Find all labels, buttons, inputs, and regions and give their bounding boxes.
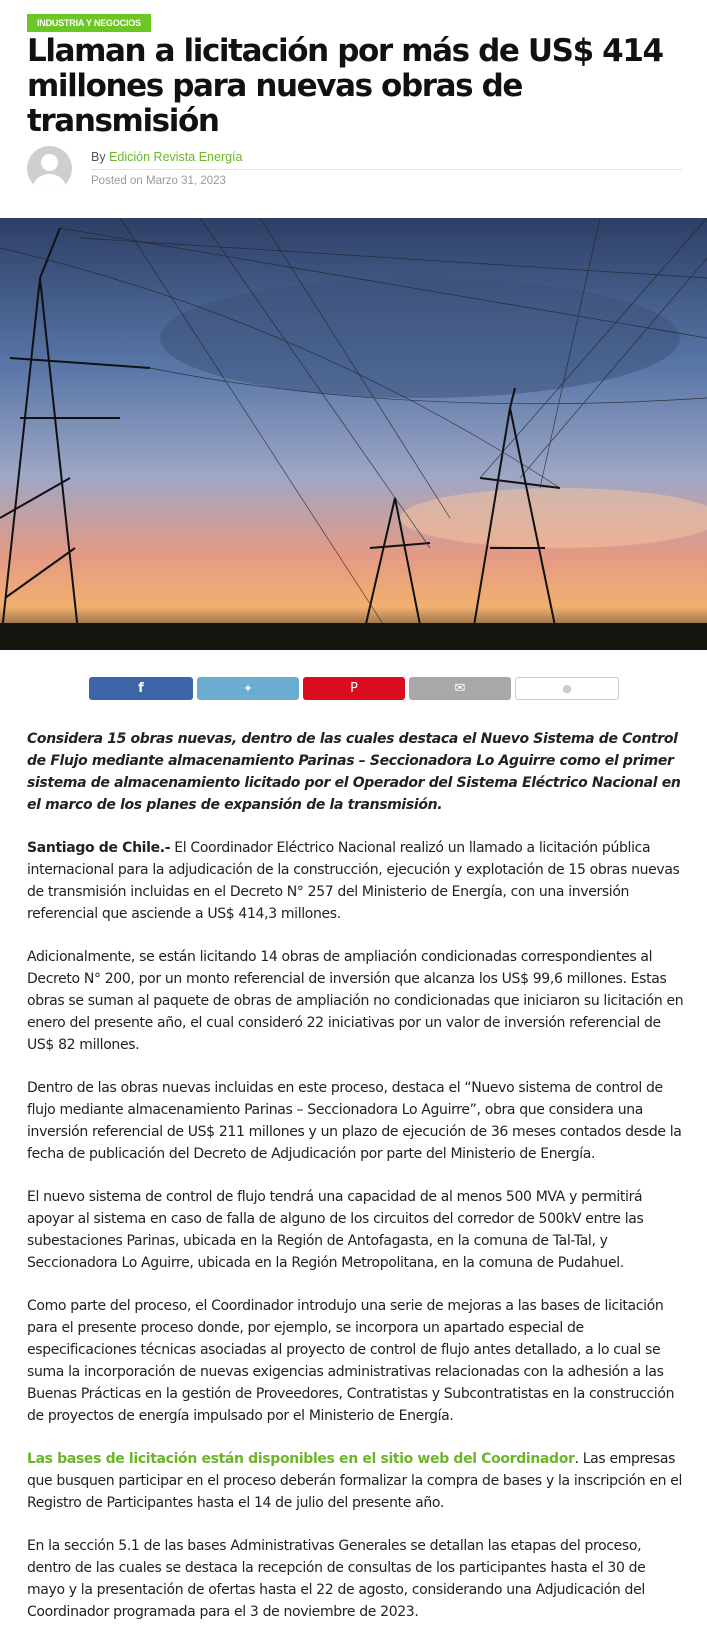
dateline: Santiago de Chile.- xyxy=(27,840,171,856)
paragraph: El nuevo sistema de control de flujo tendrá una capacidad de al menos 500 MVA y permitirá apoyar al sistema en caso de falla de alguno de los circuitos del corredor de 500kV entre las subestaciones Parinas, ubicada en la Región de Antofagasta, en la comuna de Tal-Tal, y Seccionadora Lo Aguirre, ubicada en la Región Metropolitana, en la comuna de Pudahuel. xyxy=(27,1189,644,1271)
share-facebook-button[interactable] xyxy=(89,677,193,700)
paragraph: Adicionalmente, se están licitando 14 obras de ampliación condicionadas correspondientes al Decreto N° 200, por un monto referencial de inversión que alcanza los US$ 99,6 millones. Estas obras se suman al paquete de obras de ampliación no condicionadas que iniciaron su licitación en enero del presente año, el cual consideró 22 iniciativas por un valor de inversión referencial de US$ 82 millones. xyxy=(27,949,684,1053)
avatar xyxy=(27,146,72,191)
divider xyxy=(91,169,682,170)
paragraph xyxy=(27,1448,687,1514)
share-twitter-button[interactable] xyxy=(197,677,299,700)
paragraph-text: . Las empresas que busquen participar en el proceso deberán formalizar la compra de bases y la inscripción en el Registro de Participantes hasta el 14 de julio del presente año. xyxy=(27,1451,683,1511)
pinterest-icon: P xyxy=(350,681,358,696)
paragraph: Como parte del proceso, el Coordinador introdujo una serie de mejoras a las bases de licitación para el presente proceso donde, por ejemplo, se incorpora un apartado especial de especificaciones técnicas asociadas al proyecto de control de flujo antes detallado, a lo cual se suma la incorporación de nuevas exigencias administrativas relacionadas con la adhesión a las Buenas Prácticas en la gestión de Proveedores, Contratistas y Subcontratistas en la construcción de proyectos de energía impulsado por el Ministerio de Energía. xyxy=(27,1298,675,1424)
category-badge[interactable]: INDUSTRIA Y NEGOCIOS xyxy=(27,14,151,32)
facebook-icon: f xyxy=(138,681,144,696)
paragraph-text: El Coordinador Eléctrico Nacional realizó un llamado a licitación pública internacional para la adjudicación de la construcción, ejecución y explotación de 15 obras nuevas de transmisión incluidas en el Decreto N° 257 del Ministerio de Energía, con una inversión referencial que asciende a US$ 414,3 millones. xyxy=(27,840,680,922)
article-body xyxy=(27,728,687,1644)
paragraph: Dentro de las obras nuevas incluidas en este proceso, destaca el “Nuevo sistema de control de flujo mediante almacenamiento Parinas – Seccionadora Lo Aguirre”, obra que considera una inversión referencial de US$ 211 millones y un plazo de ejecución de 36 meses contados desde la fecha de publicación del Decreto de Adjudicación por parte del Ministerio de Energía. xyxy=(27,1080,682,1162)
bases-link[interactable]: Las bases de licitación están disponibles en el sitio web del Coordinador xyxy=(27,1451,575,1467)
paragraph xyxy=(27,837,687,925)
comment-icon: ● xyxy=(562,682,572,695)
share-pinterest-button[interactable] xyxy=(303,677,405,700)
post-date: Posted on Marzo 31, 2023 xyxy=(91,175,226,187)
share-comment-button[interactable] xyxy=(515,677,619,700)
article-lead: Considera 15 obras nuevas, dentro de las cuales destaca el Nuevo Sistema de Control de Flujo mediante almacenamiento Parinas – Seccionadora Lo Aguirre como el primer sistema de almacenamiento licitado por el Operador del Sistema Eléctrico Nacional en el marco de los planes de expansión de la transmisión. xyxy=(27,731,681,813)
hero-image xyxy=(0,218,707,650)
author-link[interactable]: Edición Revista Energía xyxy=(109,150,243,164)
byline xyxy=(91,150,242,164)
email-icon: ✉ xyxy=(454,681,466,696)
by-label: By xyxy=(91,150,106,164)
share-email-button[interactable] xyxy=(409,677,511,700)
twitter-icon: ✦ xyxy=(243,682,253,695)
paragraph: En la sección 5.1 de las bases Administrativas Generales se detallan las etapas del proceso, dentro de las cuales se destaca la recepción de consultas de los participantes hasta el 30 de mayo y la presentación de ofertas hasta el 22 de agosto, considerando una Adjudicación del Coordinador programada para el 3 de noviembre de 2023. xyxy=(27,1538,646,1620)
article-title: Llaman a licitación por más de US$ 414 millones para nuevas obras de transmisión xyxy=(27,33,663,139)
